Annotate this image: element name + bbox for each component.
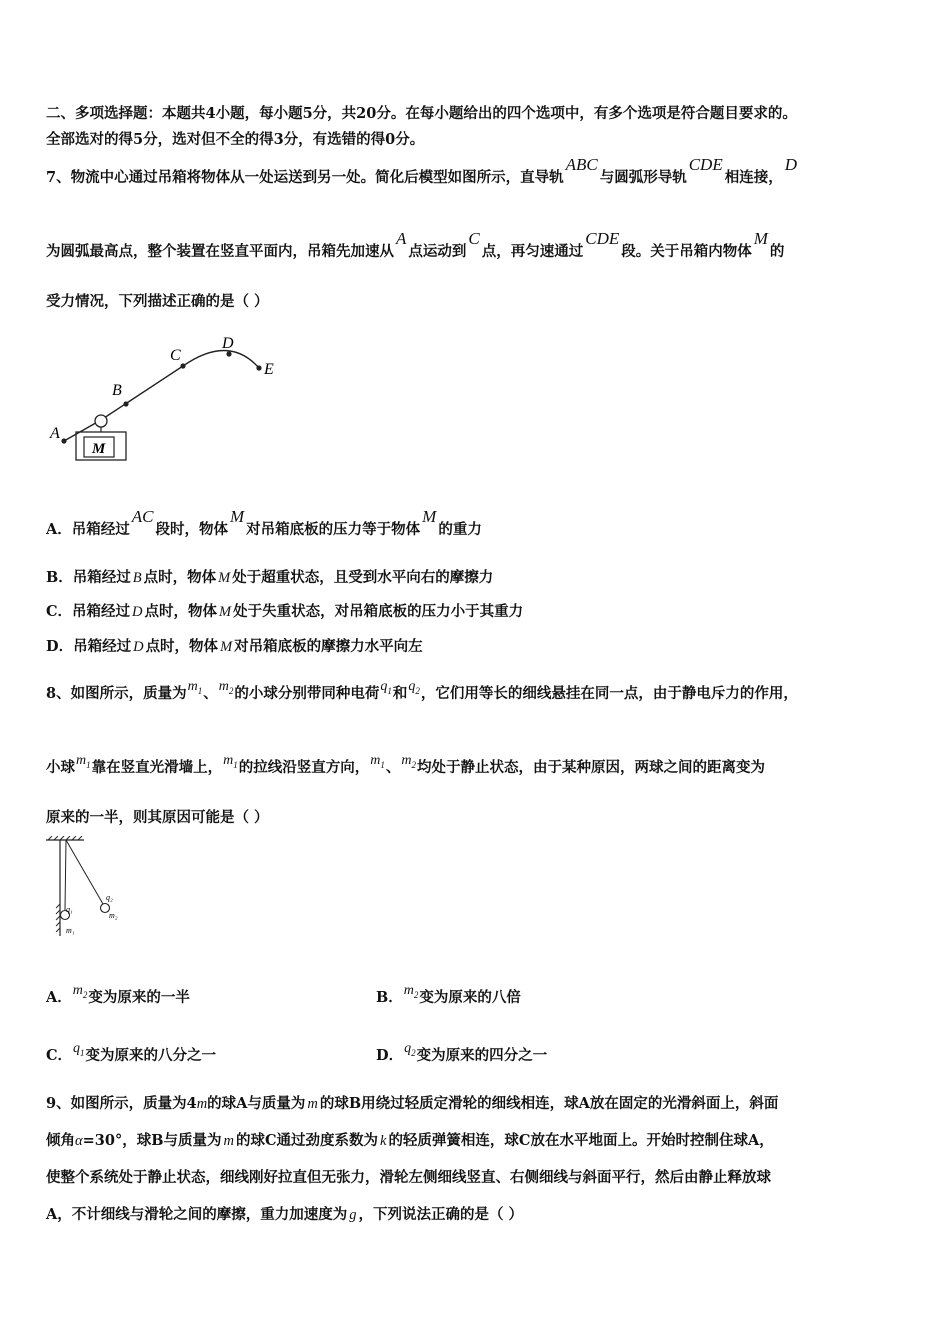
option-text: 点时，物体 — [145, 638, 219, 655]
symbol-d: D — [133, 639, 144, 655]
pulley-wheel — [95, 415, 107, 427]
symbol-m1: $m_1$ — [223, 753, 238, 770]
option-letter: C． — [46, 1047, 73, 1064]
option-text: 点时，物体 — [143, 569, 217, 586]
q7-symbol-a: A — [396, 229, 407, 248]
q8-option-c[interactable] — [46, 1041, 217, 1066]
q8-text: 8、如图所示，质量为 — [46, 685, 187, 702]
option-letter: A． — [46, 521, 72, 538]
q9-text: A，不计细线与滑轮之间的摩擦，重力加速度为 — [46, 1206, 348, 1223]
label-c: C — [170, 347, 181, 364]
symbol-q1: $q_1$ — [380, 679, 392, 696]
symbol-m: M — [220, 639, 233, 655]
q9-text: 倾角 — [46, 1132, 75, 1149]
q9-text: 的球C通过劲度系数为 — [235, 1132, 378, 1149]
q7-text: 与圆弧形导轨 — [599, 169, 687, 186]
option-text: 处于失重状态，对吊箱底板的压力小于其重力 — [233, 603, 524, 620]
q7-text: 7、物流中心通过吊箱将物体从一处运送到另一处。简化后模型如图所示，直导轨 — [46, 169, 564, 186]
q7-symbol-abc: ABC — [565, 155, 598, 174]
q7-stem-line1 — [46, 155, 799, 187]
symbol-k: k — [380, 1133, 387, 1149]
q8-pendulum-diagram — [44, 836, 134, 941]
option-text: 对吊箱底板的摩擦力水平向左 — [234, 638, 423, 655]
option-letter: B． — [376, 989, 403, 1006]
symbol-m1: $m_1$ — [187, 679, 203, 696]
symbol-m: m — [223, 1133, 234, 1149]
option-letter: D． — [376, 1047, 404, 1064]
label-a: A — [50, 425, 60, 442]
option-text: 变为原来的四分之一 — [416, 1047, 548, 1064]
symbol-m2: $m_2$ — [72, 983, 88, 1000]
thread-2 — [66, 840, 103, 904]
symbol-q1: $q_1$ — [73, 1041, 85, 1058]
q9-stem-line2 — [46, 1129, 774, 1150]
q8-stem-line1 — [46, 679, 798, 704]
option-text: 点时，物体 — [144, 603, 218, 620]
symbol-m2: $m_2$ — [403, 983, 419, 1000]
option-letter: B． — [46, 569, 73, 586]
symbol-m1: $m_1$ — [370, 753, 385, 770]
track-path — [64, 350, 259, 441]
q7-text: 段。关于吊箱内物体 — [621, 243, 752, 260]
q9-stem-line1 — [46, 1092, 778, 1113]
option-text: 变为原来的一半 — [88, 989, 190, 1006]
q9-text: 的球B用绕过轻质定滑轮的细线相连，球A放在固定的光滑斜面上，斜面 — [319, 1095, 779, 1112]
option-text: 变为原来的八倍 — [419, 989, 521, 1006]
q8-option-d[interactable] — [376, 1041, 548, 1066]
symbol-alpha: α — [75, 1133, 83, 1149]
symbol-m: m — [307, 1096, 318, 1112]
q8-text: 小球 — [46, 759, 75, 776]
symbol-b: B — [132, 570, 142, 586]
point-d — [226, 351, 231, 356]
q9-text: 的轻质弹簧相连，球C放在水平地面上。开始时控制住球A， — [388, 1132, 774, 1149]
q7-symbol-c: C — [468, 229, 480, 248]
option-text: 吊箱经过 — [72, 569, 131, 586]
q8-text: 的拉线沿竖直方向， — [238, 759, 370, 776]
symbol-q2: $q_2$ — [408, 679, 420, 696]
symbol-m: m — [196, 1096, 208, 1112]
label-d: D — [222, 335, 234, 352]
point-b — [123, 401, 128, 406]
symbol-m: M — [219, 604, 232, 620]
q7-stem-line3: 受力情况，下列描述正确的是（ ） — [46, 293, 269, 310]
q8-option-b[interactable] — [376, 983, 521, 1008]
q9-stem-line3: 使整个系统处于静止状态，细线刚好拉直但无张力，滑轮左侧细线竖直、右侧细线与斜面平行，然后由静止释放球 — [46, 1169, 771, 1186]
q7-track-diagram — [44, 330, 294, 465]
point-a — [61, 438, 66, 443]
option-text: 吊箱经过 — [73, 638, 132, 655]
label-e: E — [264, 361, 274, 378]
q9-text: 的球A与质量为 — [207, 1095, 306, 1112]
q8-text: 均处于静止状态，由于某种原因，两球之间的距离变为 — [417, 759, 765, 776]
q8-stem-line2 — [46, 753, 765, 778]
q7-stem-line2 — [46, 229, 785, 261]
q8-text: 和 — [392, 685, 408, 702]
symbol-m1: $m_1$ — [76, 753, 91, 770]
symbol-m2: $m_2$ — [401, 753, 416, 770]
thread-1 — [65, 840, 66, 910]
label-b: B — [112, 382, 122, 399]
q7-option-a[interactable] — [46, 507, 482, 539]
q7-symbol-cde: CDE — [688, 155, 723, 174]
option-letter: C． — [46, 603, 73, 620]
symbol-m: M — [230, 507, 245, 526]
option-text: 对吊箱底板的压力等于物体 — [246, 521, 421, 538]
label-m: M — [92, 441, 106, 457]
q9-text: 9、如图所示，质量为4 — [46, 1095, 197, 1112]
q7-symbol-cde: CDE — [585, 229, 620, 248]
label-q2: q₂ — [106, 893, 113, 902]
symbol-m: M — [422, 507, 437, 526]
q7-option-c[interactable] — [46, 600, 523, 621]
option-text: 吊箱经过 — [71, 521, 130, 538]
q9-stem-line4 — [46, 1203, 523, 1224]
q7-text: 的 — [769, 243, 785, 260]
symbol-m: M — [218, 570, 231, 586]
section-header-line1: 二、多项选择题：本题共4小题，每小题5分，共20分。在每小题给出的四个选项中，有多个选项是符合题目要求的。 — [46, 105, 797, 122]
option-text: 段时，物体 — [155, 521, 228, 538]
label-q1: q₁ — [66, 905, 73, 914]
point-e — [256, 365, 261, 370]
q8-option-a[interactable] — [46, 983, 190, 1008]
q7-text: 相连接， — [724, 169, 783, 186]
q8-text: 靠在竖直光滑墙上， — [91, 759, 223, 776]
section-header-line2: 全部选对的得5分，选对但不全的得3分，有选错的得0分。 — [46, 131, 425, 148]
q9-text: ，下列说法正确的是（ ） — [358, 1206, 524, 1223]
q7-option-d[interactable] — [46, 635, 423, 656]
option-text: 变为原来的八分之一 — [85, 1047, 217, 1064]
q7-text: 为圆弧最高点，整个装置在竖直平面内，吊箱先加速从 — [46, 243, 394, 260]
symbol-ac: AC — [131, 507, 154, 526]
q7-symbol-m: M — [753, 229, 768, 248]
q7-text: 点，再匀速通过 — [481, 243, 584, 260]
symbol-m2: $m_2$ — [218, 679, 234, 696]
q8-stem-line3: 原来的一半，则其原因可能是（ ） — [46, 809, 269, 826]
symbol-g: g — [349, 1207, 357, 1223]
option-letter: D． — [46, 638, 74, 655]
label-m1: m₁ — [66, 926, 75, 935]
option-letter: A． — [46, 989, 72, 1006]
q7-text: 点运动到 — [408, 243, 467, 260]
q7-option-b[interactable] — [46, 566, 493, 587]
q9-text: =30°，球B与质量为 — [82, 1132, 222, 1149]
option-text: 处于超重状态，且受到水平向右的摩擦力 — [232, 569, 494, 586]
option-text: 吊箱经过 — [72, 603, 131, 620]
option-text: 的重力 — [438, 521, 482, 538]
q7-symbol-d: D — [784, 155, 797, 174]
q8-text: ，它们用等长的细线悬挂在同一点，由于静电斥力的作用， — [420, 685, 798, 702]
symbol-q2: $q_2$ — [404, 1041, 416, 1058]
separator: 、 — [385, 759, 401, 776]
label-m2: m₂ — [109, 911, 118, 920]
point-c — [180, 363, 185, 368]
q8-text: 的小球分别带同种电荷 — [234, 685, 380, 702]
symbol-d: D — [132, 604, 143, 620]
separator: 、 — [203, 685, 218, 702]
